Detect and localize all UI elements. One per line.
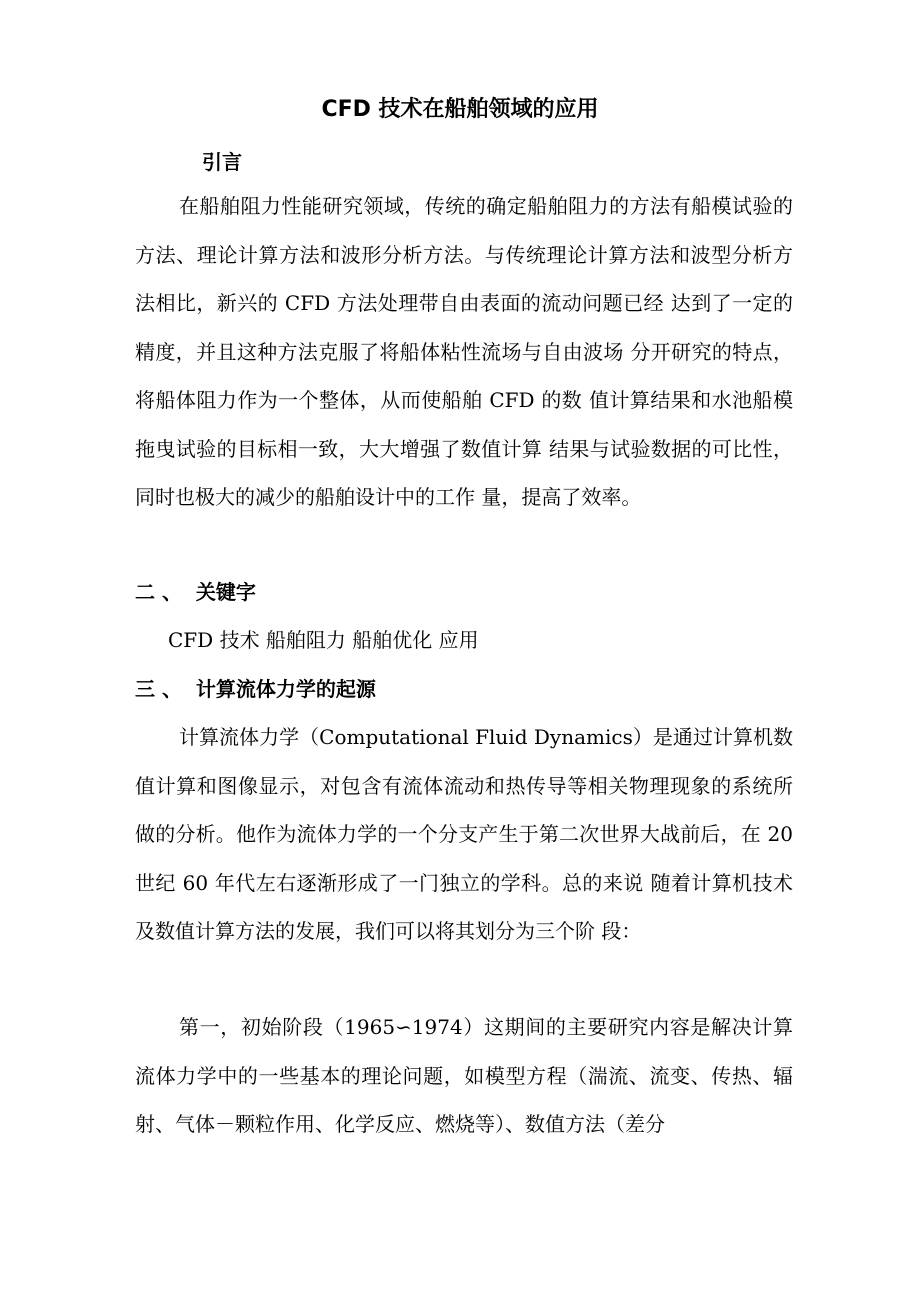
section-2-heading bbox=[135, 576, 256, 608]
section-2-number: 二 、 bbox=[135, 580, 182, 604]
stage-one-paragraph: 第一，初始阶段（1965∽1974）这期间的主要研究内容是解决计算流体力学中的一些基本的理论问题，如模型方程（湍流、流变、传热、辐射、气体－颗粒作用、化学反应、燃烧等）、数值方法（差分 bbox=[135, 1015, 793, 1136]
document-title: CFD 技术在船舶领域的应用 bbox=[321, 97, 599, 122]
section-3-title: 计算流体力学的起源 bbox=[195, 677, 376, 701]
cfd-origin-paragraph: 计算流体力学（Computational Fluid Dynamics）是通过计算机数值计算和图像显示，对包含有流体流动和热传导等相关物理现象的系统所做的分析。他作为流体力学的一个分支产生于第二次世界大战前后，在 20 世纪 60 年代左右逐渐形成了一门独立的学科。总的来说 随着计算机技术及数值计算方法的发展，我们可以将其划分为三个阶 段： bbox=[135, 725, 793, 943]
intro-paragraph: 在船舶阻力性能研究领域，传统的确定船舶阻力的方法有船模试验的方法、理论计算方法和波形分析方法。与传统理论计算方法和波型分析方法相比，新兴的 CFD 方法处理带自由表面的流动问题已经 达到了一定的精度，并且这种方法克服了将船体粘性流场与自由波场 分开研究的特点，将船体阻力作为一个整体，从而使船舶 CFD 的数 值计算结果和水池船模拖曳试验的目标相一致，大大增强了数值计算 结果与试验数据的可比性，同时也极大的减少的船舶设计中的工作 量，提高了效率。 bbox=[135, 194, 793, 509]
section-2-title: 关键字 bbox=[195, 580, 256, 604]
section-3-number: 三 、 bbox=[135, 677, 182, 701]
section-3-heading bbox=[135, 673, 376, 705]
keywords-line: CFD 技术 船舶阻力 船舶优化 应用 bbox=[168, 628, 479, 652]
intro-heading: 引言 bbox=[202, 150, 242, 174]
